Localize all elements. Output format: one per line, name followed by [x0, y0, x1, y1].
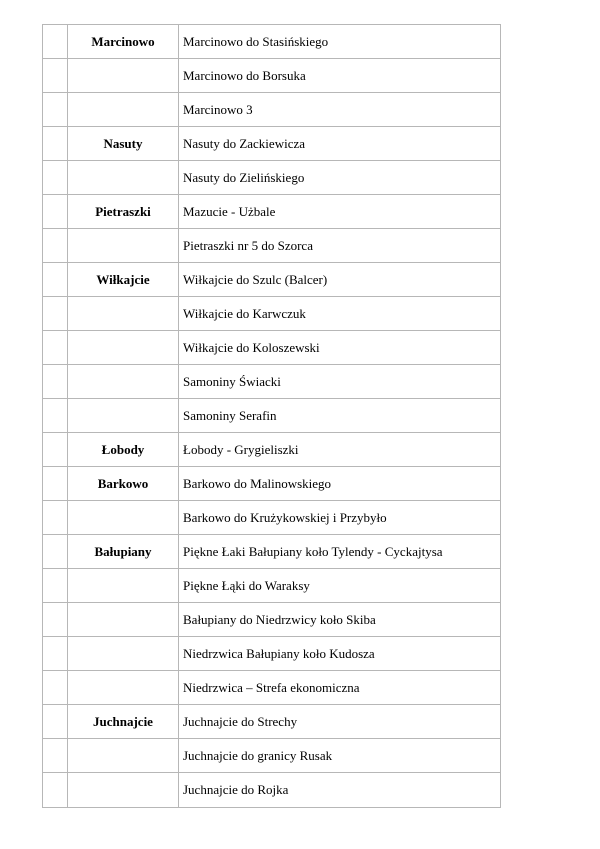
row-number-cell [43, 161, 68, 195]
village-cell [68, 671, 179, 705]
village-cell [68, 365, 179, 399]
row-number-cell [43, 433, 68, 467]
village-cell: Marcinowo [68, 25, 179, 59]
row-number-cell [43, 773, 68, 808]
row-number-cell [43, 297, 68, 331]
road-cell: Wiłkajcie do Szulc (Balcer) [179, 263, 501, 297]
row-number-cell [43, 195, 68, 229]
road-cell: Marcinowo 3 [179, 93, 501, 127]
row-number-cell [43, 59, 68, 93]
road-cell: Wiłkajcie do Koloszewski [179, 331, 501, 365]
road-cell: Wiłkajcie do Karwczuk [179, 297, 501, 331]
village-cell: Pietraszki [68, 195, 179, 229]
table-row [43, 535, 501, 569]
table-row [43, 705, 501, 739]
table-row [43, 263, 501, 297]
row-number-cell [43, 229, 68, 263]
village-cell: Bałupiany [68, 535, 179, 569]
road-cell: Niedrzwica Bałupiany koło Kudosza [179, 637, 501, 671]
road-cell: Nasuty do Zielińskiego [179, 161, 501, 195]
road-cell: Barkowo do Malinowskiego [179, 467, 501, 501]
village-cell [68, 59, 179, 93]
table-row [43, 739, 501, 773]
village-cell [68, 739, 179, 773]
table-row [43, 59, 501, 93]
table-row [43, 127, 501, 161]
road-cell: Marcinowo do Borsuka [179, 59, 501, 93]
table-row [43, 297, 501, 331]
road-cell: Łobody - Grygieliszki [179, 433, 501, 467]
village-cell: Juchnajcie [68, 705, 179, 739]
road-cell: Juchnajcie do Rojka [179, 773, 501, 808]
road-cell: Samoniny Serafin [179, 399, 501, 433]
row-number-cell [43, 365, 68, 399]
table-row [43, 25, 501, 59]
village-cell [68, 603, 179, 637]
row-number-cell [43, 637, 68, 671]
table-row [43, 501, 501, 535]
table-row [43, 569, 501, 603]
roads-table [42, 24, 501, 808]
village-cell [68, 297, 179, 331]
village-cell [68, 637, 179, 671]
table-row [43, 399, 501, 433]
row-number-cell [43, 671, 68, 705]
village-cell [68, 229, 179, 263]
row-number-cell [43, 501, 68, 535]
row-number-cell [43, 705, 68, 739]
row-number-cell [43, 535, 68, 569]
row-number-cell [43, 569, 68, 603]
row-number-cell [43, 263, 68, 297]
road-cell: Juchnajcie do granicy Rusak [179, 739, 501, 773]
road-cell: Mazucie - Użbale [179, 195, 501, 229]
road-cell: Piękne Łaki Bałupiany koło Tylendy - Cyckajtysa [179, 535, 501, 569]
table-row [43, 773, 501, 808]
table-row [43, 331, 501, 365]
road-cell: Juchnajcie do Strechy [179, 705, 501, 739]
row-number-cell [43, 739, 68, 773]
village-cell [68, 773, 179, 808]
table-row [43, 195, 501, 229]
village-cell [68, 331, 179, 365]
village-cell: Nasuty [68, 127, 179, 161]
row-number-cell [43, 603, 68, 637]
table-row [43, 229, 501, 263]
table-row [43, 433, 501, 467]
table-row [43, 161, 501, 195]
village-cell [68, 161, 179, 195]
road-cell: Bałupiany do Niedrzwicy koło Skiba [179, 603, 501, 637]
village-cell: Łobody [68, 433, 179, 467]
village-cell [68, 569, 179, 603]
table-row [43, 671, 501, 705]
row-number-cell [43, 331, 68, 365]
village-cell [68, 93, 179, 127]
row-number-cell [43, 399, 68, 433]
row-number-cell [43, 93, 68, 127]
table-row [43, 637, 501, 671]
village-cell: Barkowo [68, 467, 179, 501]
road-cell: Samoniny Świacki [179, 365, 501, 399]
road-cell: Barkowo do Krużykowskiej i Przybyło [179, 501, 501, 535]
road-cell: Niedrzwica – Strefa ekonomiczna [179, 671, 501, 705]
table-row [43, 603, 501, 637]
road-cell: Nasuty do Zackiewicza [179, 127, 501, 161]
village-cell: Wiłkajcie [68, 263, 179, 297]
table-row [43, 365, 501, 399]
road-cell: Piękne Łąki do Waraksy [179, 569, 501, 603]
table-row [43, 93, 501, 127]
road-cell: Pietraszki nr 5 do Szorca [179, 229, 501, 263]
table-row [43, 467, 501, 501]
row-number-cell [43, 25, 68, 59]
row-number-cell [43, 467, 68, 501]
roads-table-body [43, 25, 501, 808]
village-cell [68, 399, 179, 433]
road-cell: Marcinowo do Stasińskiego [179, 25, 501, 59]
row-number-cell [43, 127, 68, 161]
village-cell [68, 501, 179, 535]
